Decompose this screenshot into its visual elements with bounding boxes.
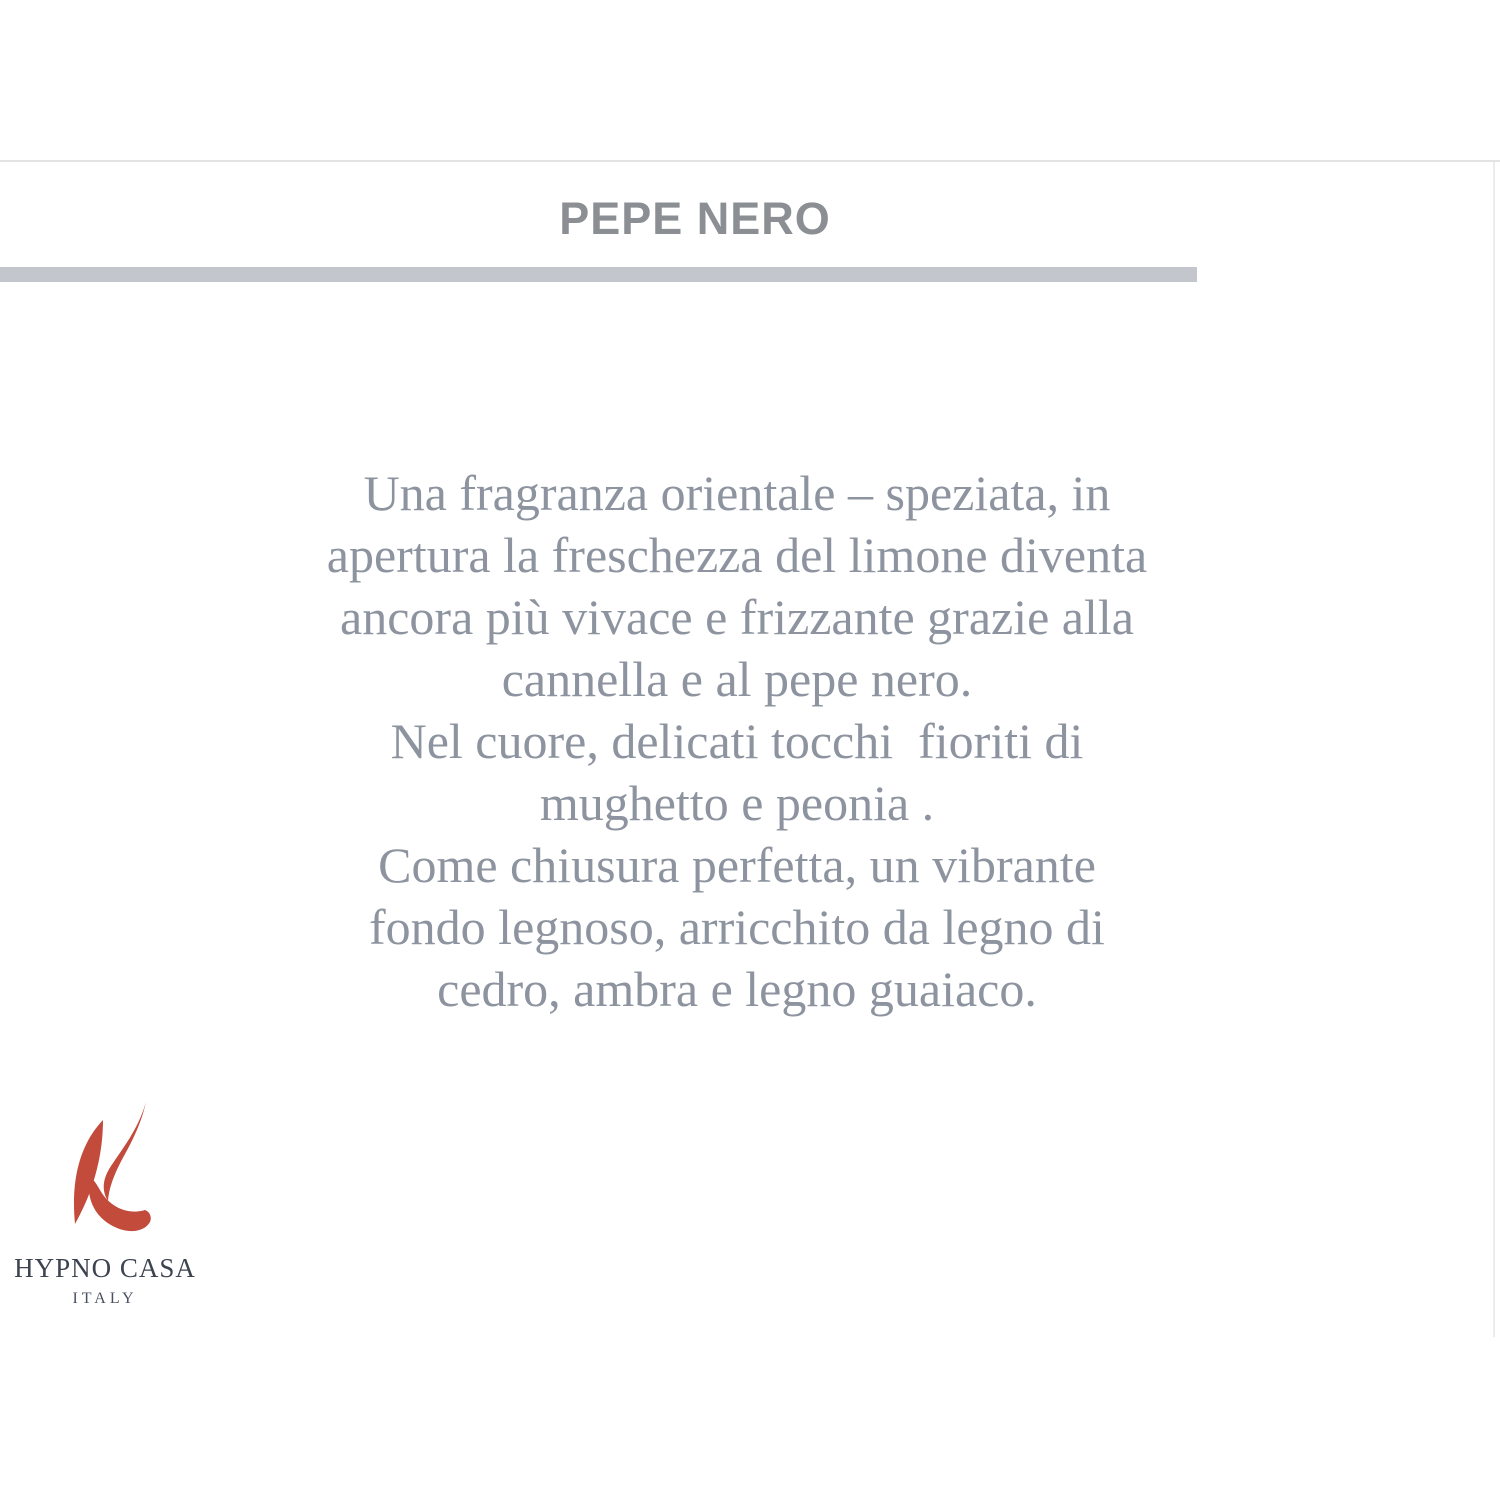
description-line: apertura la freschezza del limone diventa: [326, 527, 1148, 583]
page-title: PEPE NERO: [559, 193, 831, 244]
hypno-casa-flame-icon: [62, 1100, 154, 1250]
logo-brand-text: HYPNO CASA: [14, 1253, 196, 1283]
description-line: mughetto e peonia .: [539, 775, 935, 831]
fragrance-description: [104, 462, 1370, 1020]
description-line: ancora più vivace e frizzante grazie alla: [340, 589, 1134, 645]
description-line: Come chiusura perfetta, un vibrante: [378, 837, 1096, 893]
description-line: fondo legnoso, arricchito da legno di: [369, 899, 1105, 955]
title-underline-bar: [0, 267, 1197, 282]
logo-country-text: ITALY: [72, 1290, 138, 1307]
description-line: Nel cuore, delicati tocchi fioriti di: [390, 713, 1084, 769]
description-line: cannella e al pepe nero.: [501, 651, 973, 707]
description-line: Una fragranza orientale – speziata, in: [363, 465, 1111, 521]
description-line: cedro, ambra e legno guaiaco.: [437, 961, 1037, 1017]
content-right-edge: [1493, 162, 1495, 1337]
top-divider: [0, 160, 1500, 162]
